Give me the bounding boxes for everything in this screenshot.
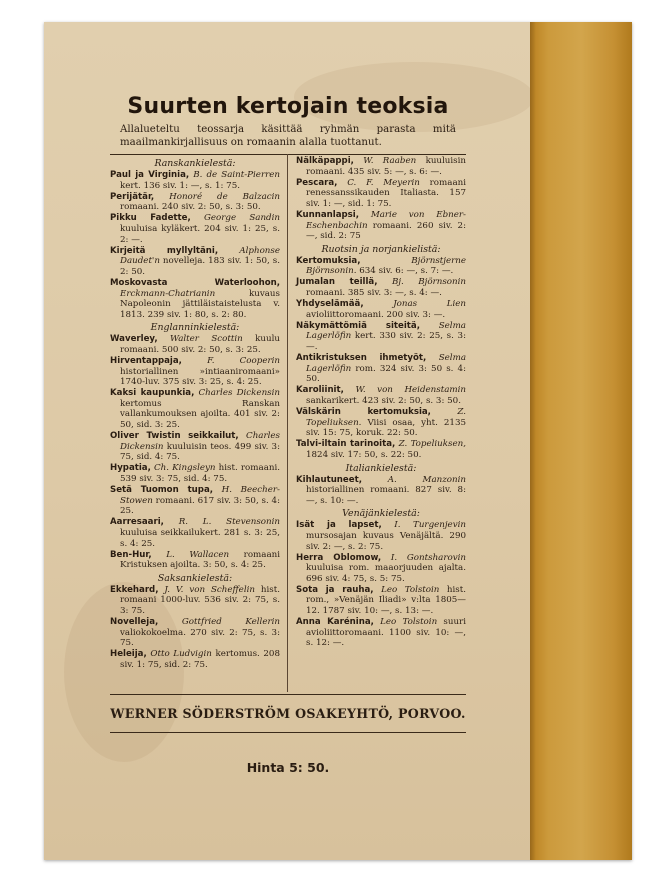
book-title: Kaksi kaupunkia,: [110, 388, 195, 399]
book-details: kuuluisin romaani. 435 siv. 5: —, s. 6: —.: [306, 156, 467, 177]
book-details: kertomus Ranskan vallankumouksen ajoilta. 401 siv. 2: 50, sid. 3: 25.: [120, 398, 280, 431]
book-author: Alphonse Daudet'n: [120, 245, 280, 267]
book-entry: [110, 192, 280, 213]
book-author: Bj. Björnsonin: [391, 277, 466, 288]
book-author: I. Gontsharovin: [390, 552, 467, 563]
book-title: Heleija,: [110, 649, 147, 660]
section-heading: Italiankielestä:: [345, 462, 417, 474]
publisher-rule: [110, 732, 466, 733]
book-entry: [296, 553, 466, 585]
book-title: Sota ja rauha,: [296, 584, 374, 595]
book-details: kert. 330 siv. 2: 25, s. 3: —.: [306, 331, 466, 352]
book-author: George Sandin: [203, 213, 280, 224]
book-title: Novelleja,: [110, 617, 159, 628]
book-title: Kirjeitä myllyltäni,: [110, 245, 219, 256]
book-entry: [110, 356, 280, 388]
book-entry: [110, 585, 280, 617]
book-title: Waverley,: [110, 334, 158, 345]
book-author: Gottfried Kellerin: [181, 617, 281, 628]
book-title: Jumalan teillä,: [296, 277, 378, 288]
book-details: hist. romaani 1000-luv. 536 siv. 2: 75, s. 3: 75.: [120, 584, 280, 617]
intro-text: Allalueteltu teossarja käsittää ryhmän parasta mitä maailmankirjallisuus on romaanin alalla tuottanut.: [120, 124, 456, 148]
book-title: Karoliinit,: [296, 385, 344, 396]
book-title: Herra Oblomow,: [296, 552, 382, 563]
book-author: Z. Topeliuksen.: [306, 407, 466, 428]
book-title: Perijätär,: [110, 191, 155, 202]
publisher-name: WERNER SÖDERSTRÖM OSAKEYHTÖ, PORVOO.: [110, 706, 466, 721]
book-details: 634 siv. 6: —, s. 7: —.: [359, 266, 454, 277]
book-details: sankarikert. 423 siv. 2: 50, s. 3: 50.: [306, 395, 461, 406]
spine-shadow: [530, 22, 536, 860]
book-title: Nälkäpappi,: [296, 156, 354, 166]
book-title: Setä Tuomon tupa,: [110, 485, 214, 496]
book-title: Hirventappaja,: [110, 356, 182, 366]
book-entry: [110, 463, 280, 484]
book-author: Erckmann-Chatrianin: [120, 288, 216, 299]
book-entry: [110, 213, 280, 245]
book-author: W. von Heidenstamin: [355, 385, 466, 396]
book-author: F. Cooperin: [207, 356, 280, 366]
book-details: novelleja. 183 siv. 1: 50, s. 2: 50.: [120, 256, 281, 277]
book-details: suuri avioliittoromaani. 1100 siv. 10: —, s. 12: —.: [306, 617, 466, 649]
book-title: Kunnanlapsi,: [296, 209, 360, 220]
book-entry: [110, 550, 280, 571]
book-details: mursosajan kuvaus Venäjältä. 290 siv. 2: —, s. 2: 75.: [306, 530, 466, 552]
book-details: romaani. 385 siv. 3: —, s. 4: —.: [306, 288, 442, 299]
book-details: kuuluisa seikkailukert. 281 s. 3: 25, s. 4: 25.: [120, 528, 280, 549]
book-author: Marie von Ebner-Eschenbachin: [306, 209, 466, 231]
book-title: Isät ja lapset,: [296, 520, 382, 531]
book-entry: [296, 475, 466, 507]
book-author: Selma Lagerlöfin: [306, 353, 467, 374]
book-author: Leo Tolstoin: [380, 617, 438, 628]
book-details: kuvaus Napoleonin jättiläistaistelusta v. 1813. 239 siv. 1: 80, s. 2: 80.: [120, 288, 280, 320]
book-title: Oliver Twistin seikkailut,: [110, 431, 239, 442]
book-entry: [296, 617, 466, 649]
column-divider: [287, 154, 288, 692]
book-details: romaani. 260 siv. 2: —, sid. 2: 75: [306, 220, 467, 242]
book-author: Ch. Kingsleyn: [154, 463, 216, 474]
book-author: Charles Dickensin: [120, 431, 280, 452]
book-author: R. L. Stevensonin: [178, 517, 281, 528]
left-column: [110, 156, 280, 671]
book-entry: [296, 353, 466, 385]
book-author: I. Turgenjevin: [394, 520, 466, 531]
book-title: Näkymättömiä siteitä,: [296, 320, 420, 331]
book-entry: [296, 385, 466, 406]
book-details: romaani. 617 siv. 3: 50, s. 4: 25.: [120, 495, 280, 517]
book-title: Kihlautuneet,: [296, 474, 362, 485]
book-entry: [296, 277, 466, 298]
book-entry: [110, 485, 280, 517]
book-entry: [110, 170, 280, 191]
book-details: hist. romaani. 539 siv. 3: 75, sid. 4: 75.: [120, 463, 281, 485]
book-title: Talvi-iltain tarinoita,: [296, 439, 396, 450]
book-title: Aarresaari,: [110, 517, 164, 528]
catalog-page: [110, 94, 467, 775]
book-details: kertomus. 208 siv. 1: 75, sid. 2: 75.: [120, 649, 280, 671]
page-title: Suurten kertojain teoksia: [127, 94, 449, 119]
book-details: romaani renessanssikauden Italiasta. 157 siv. 1: —, sid. 1: 75.: [306, 177, 466, 209]
book-entry: [296, 156, 466, 177]
book-entry: [110, 431, 280, 463]
book-spine: [530, 22, 632, 860]
book-title: Ekkehard,: [110, 584, 159, 595]
book-details: kuuluisa kyläkert. 204 siv. 1: 25, s. 2: —.: [120, 223, 280, 245]
right-column: [296, 156, 466, 649]
book-author: Otto Ludvigin: [150, 649, 212, 660]
book-entry: [110, 649, 280, 670]
book-entry: [296, 439, 466, 460]
book-entry: [296, 520, 466, 552]
book-author: Björnstjerne Björnsonin.: [306, 255, 466, 277]
book-title: Hypatia,: [110, 463, 151, 474]
book-author: Jonas Lien: [393, 299, 466, 310]
book-details: romaani Kristuksen ajoilta. 3: 50, s. 4: 25.: [120, 549, 281, 571]
book-author: H. Beecher-Stowen: [120, 485, 280, 506]
book-details: kuuluisin teos. 499 siv. 3: 75, sid. 4: 75.: [120, 441, 281, 463]
book-author: Honoré de Balzacin: [169, 191, 280, 202]
section-heading: Englanninkielestä:: [150, 322, 240, 334]
book-author: Charles Dickensin: [198, 388, 281, 399]
section-heading: Ranskankielestä:: [154, 158, 236, 169]
book-title: Välskärin kertomuksia,: [296, 407, 431, 418]
book-details: Viisi osaa, yht. 2135 siv. 15: 75, koruk. 22: 50.: [306, 417, 467, 439]
book-title: Paul ja Virginia,: [110, 170, 190, 180]
book-entry: [296, 585, 466, 617]
book-entry: [296, 210, 466, 242]
book-author: W. Raaben: [363, 156, 417, 166]
book-author: Walter Scottin: [170, 334, 243, 345]
section-heading: Venäjänkielestä:: [342, 508, 420, 520]
book-author: Z. Topeliuksen,: [398, 439, 466, 450]
book-details: avioliittoromaani. 200 siv. 3: —.: [306, 309, 446, 320]
book-entry: [296, 407, 466, 439]
book-author: Selma Lagerlöfin: [306, 320, 466, 342]
book-entry: [110, 388, 280, 430]
book-author: A. Manzonin: [387, 474, 467, 485]
book-details: kuulu romaani. 500 siv. 2: 50, s. 3: 25.: [120, 334, 280, 355]
book-author: J. V. von Scheffelin: [164, 584, 255, 595]
book-author: C. F. Meyerin: [347, 177, 420, 188]
book-title: Kertomuksia,: [296, 255, 361, 266]
book-entry: [296, 256, 466, 277]
book-entry: [110, 517, 280, 549]
book-details: rom. 324 siv. 3: 50 s. 4: 50.: [306, 363, 467, 385]
book-title: Pikku Fadette,: [110, 213, 191, 224]
book-details: romaani. 240 siv. 2: 50, s. 3: 50.: [120, 202, 261, 213]
book-entry: [296, 178, 466, 210]
book-title: Pescara,: [296, 177, 338, 188]
top-rule: [110, 154, 466, 155]
book-entry: [296, 321, 466, 353]
price-label: Hinta 5: 50.: [246, 760, 330, 775]
book-title: Ben-Hur,: [110, 549, 152, 560]
book-entry: [296, 299, 466, 320]
book-entry: [110, 246, 280, 278]
book-title: Yhdyselämää,: [296, 299, 364, 310]
book-details: historiallinen »intiaaniromaani» 1740-luv. 375 siv. 3: 25, s. 4: 25.: [120, 366, 280, 388]
book-details: valiokokoelma. 270 siv. 2: 75, s. 3: 75.: [120, 627, 280, 649]
section-heading: Ruotsin ja norjankielistä:: [321, 243, 441, 255]
book-entry: [110, 617, 280, 649]
book-author: B. de Saint-Pierren: [193, 170, 280, 180]
book-details: kuuluisa rom. maaorjuuden ajalta. 696 siv. 4: 75, s. 5: 75.: [306, 563, 466, 584]
book-title: Anna Karénina,: [296, 617, 374, 628]
book-details: 1824 siv. 17: 50, s. 22: 50.: [306, 449, 422, 460]
book-details: historiallinen romaani. 827 siv. 8: —, s. 10: —.: [306, 485, 466, 506]
book-author: L. Wallacen: [166, 549, 230, 560]
book-details: hist. rom., »Venäjän Iliadi» v:lta 1805—12. 1787 siv. 10: —, s. 13: —.: [306, 584, 467, 617]
section-heading: Saksankielestä:: [157, 572, 233, 584]
bottom-rule: [110, 694, 466, 695]
book-author: Leo Tolstoin: [381, 584, 440, 595]
book-title: Moskovasta Waterloohon,: [110, 277, 280, 288]
book-entry: [110, 334, 280, 355]
book-details: kert. 136 siv. 1: —, s. 1: 75.: [120, 180, 240, 191]
book-entry: [110, 278, 280, 320]
book-title: Antikristuksen ihmetyöt,: [296, 353, 427, 364]
